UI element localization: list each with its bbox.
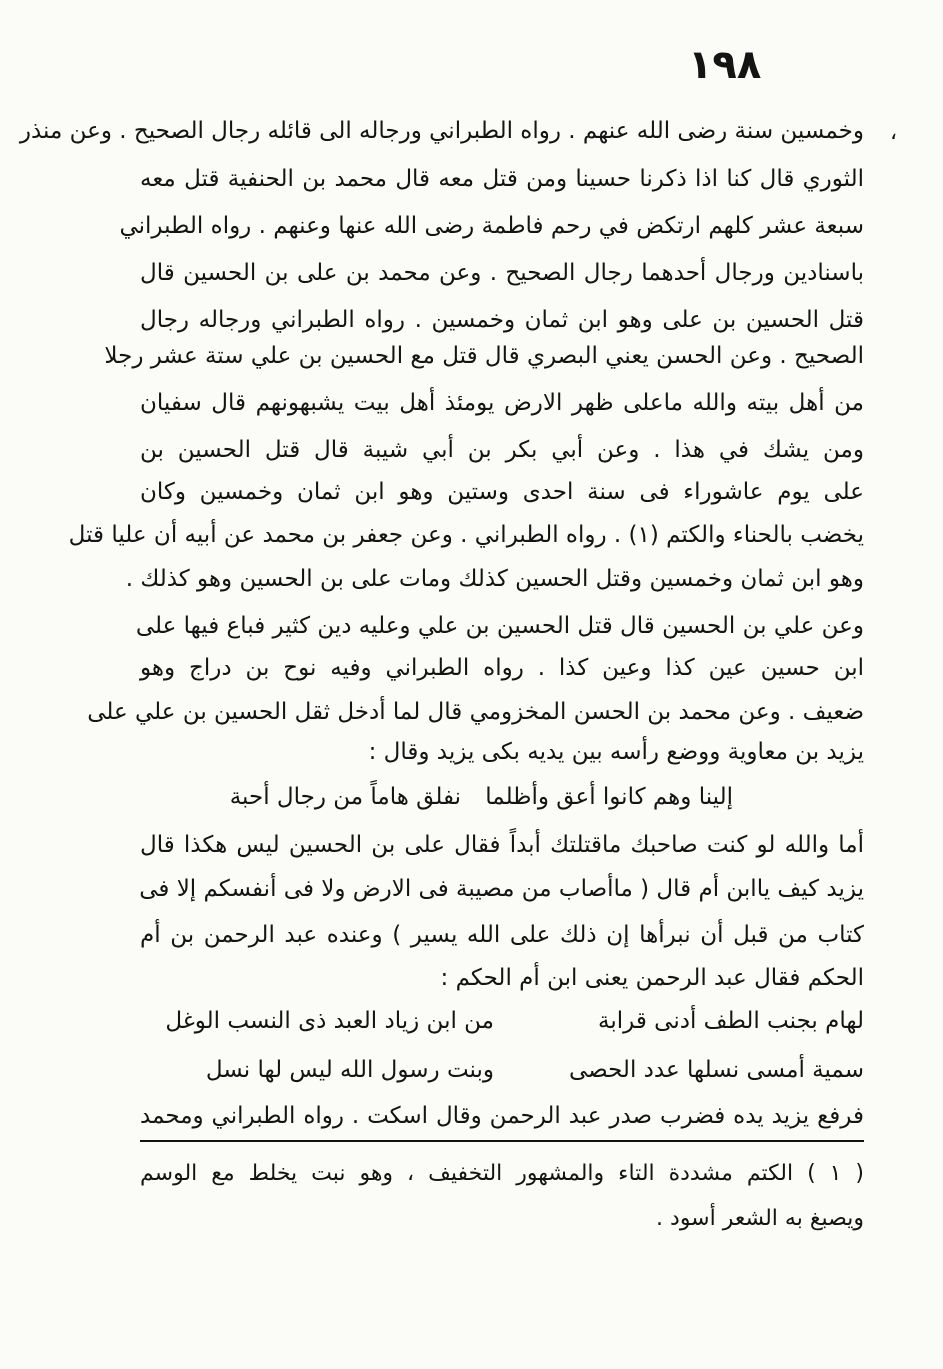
text-line: يخضب بالحناء والكتم (١) . رواه الطبراني . وعن جعفر بن محمد عن أبيه أن عليا قتل: [68, 522, 864, 548]
text-line: الصحيح . وعن الحسن يعني البصري قال قتل مع الحسين بن علي ستة عشر رجلا: [104, 343, 864, 369]
verse-hemistich: وبنت رسول الله ليس لها نسل: [205, 1057, 494, 1083]
text-line: وهو ابن ثمان وخمسين وقتل الحسين كذلك ومات على بن الحسين وهو كذلك .: [125, 566, 864, 592]
footnote-separator: [140, 1140, 864, 1142]
text-line: يزيد كيف ياابن أم قال ( ماأصاب من مصيبة فى الارض ولا فى أنفسكم إلا فى: [139, 876, 864, 902]
footnote-line: ويصبغ به الشعر أسود .: [656, 1206, 864, 1231]
text-line: وخمسين سنة رضى الله عنهم . رواه الطبراني ورجاله الى قائله رجال الصحيح . وعن منذر: [19, 118, 864, 144]
text-line: وعن علي بن الحسين قال قتل الحسين بن علي وعليه دين كثير فباع فيها على: [135, 613, 864, 639]
verse-hemistich: سمية أمسى نسلها عدد الحصى: [568, 1057, 864, 1083]
text-line: على يوم عاشوراء فى سنة احدى وستين وهو ابن ثمان وخمسين وكان: [140, 479, 864, 505]
page-number: ١٩٨: [688, 42, 762, 88]
text-line: قتل الحسين بن على وهو ابن ثمان وخمسين . رواه الطبراني ورجاله رجال: [140, 307, 864, 333]
text-line: سبعة عشر كلهم ارتكض في رحم فاطمة رضى الله عنها وعنهم . رواه الطبراني: [119, 213, 864, 239]
text-line: الثوري قال كنا اذا ذكرنا حسينا ومن قتل معه قال محمد بن الحنفية قتل معه: [140, 166, 864, 192]
margin-mark: ،: [890, 120, 898, 145]
text-line: ضعيف . وعن محمد بن الحسن المخزومي قال لما أدخل ثقل الحسين بن علي على: [87, 699, 864, 725]
footnote-line: ( ١ ) الكتم مشددة التاء والمشهور التخفيف ، وهو نبت يخلط مع الوسم: [140, 1161, 865, 1186]
verse-hemistich: نفلق هاماً من رجال أحبة: [229, 784, 461, 810]
text-line: الحكم فقال عبد الرحمن يعنى ابن أم الحكم :: [440, 965, 864, 991]
verse-hemistich: لهام بجنب الطف أدنى قرابة: [598, 1008, 864, 1034]
text-line: ابن حسين عين كذا وعين كذا . رواه الطبراني وفيه نوح بن دراج وهو: [140, 655, 864, 681]
text-line: أما والله لو كنت صاحبك ماقتلتك أبداً فقال على بن الحسين ليس هكذا قال: [140, 832, 864, 858]
text-line: كتاب من قبل أن نبرأها إن ذلك على الله يسير ) وعنده عبد الرحمن بن أم: [140, 922, 864, 948]
text-line: باسنادين ورجال أحدهما رجال الصحيح . وعن محمد بن على بن الحسين قال: [140, 260, 864, 286]
text-line: من أهل بيته والله ماعلى ظهر الارض يومئذ أهل بيت يشبهونهم قال سفيان: [140, 390, 864, 416]
text-line: يزيد بن معاوية ووضع رأسه بين يديه بكى يزيد وقال :: [368, 739, 864, 765]
verse-hemistich: إلينا وهم كانوا أعق وأظلما: [485, 784, 733, 810]
verse-hemistich: من ابن زياد العبد ذى النسب الوغل: [165, 1008, 494, 1034]
text-line: فرفع يزيد يده فضرب صدر عبد الرحمن وقال اسكت . رواه الطبراني ومحمد: [140, 1103, 864, 1129]
text-line: ومن يشك في هذا . وعن أبي بكر بن أبي شيبة قال قتل الحسين بن: [140, 437, 864, 463]
